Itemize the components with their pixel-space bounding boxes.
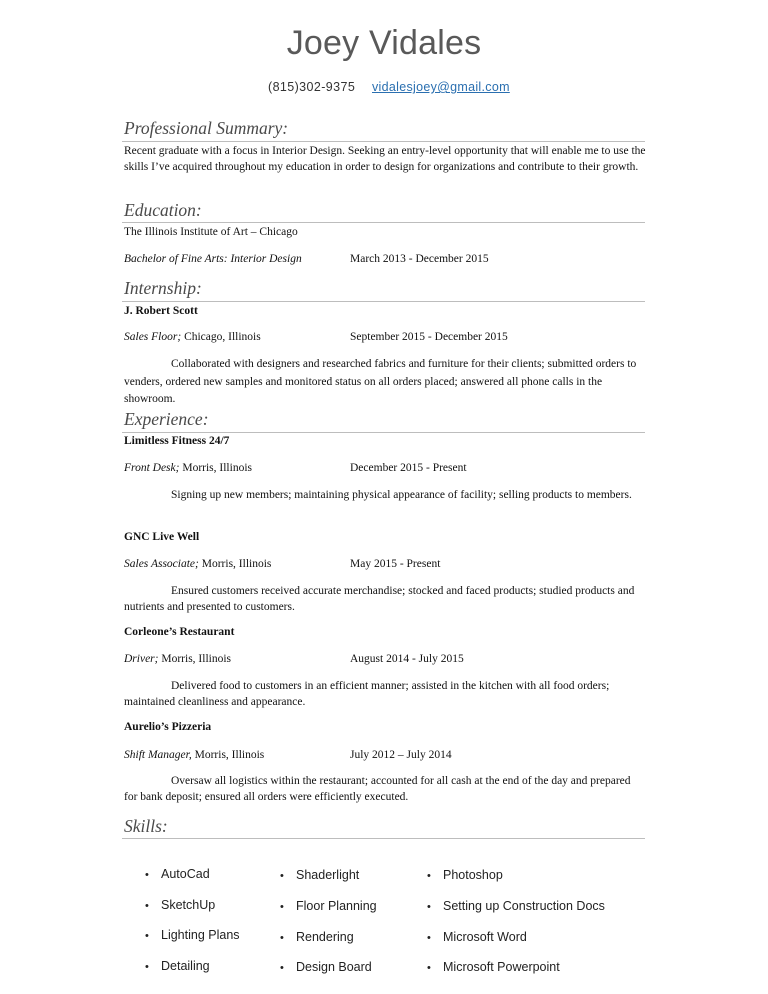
internship-heading: Internship:	[124, 278, 202, 298]
job-dates: December 2015 - Present	[350, 462, 467, 474]
job-company: Limitless Fitness 24/7	[124, 435, 230, 447]
skill-label: Design Board	[296, 960, 372, 974]
bullet-icon: •	[280, 932, 284, 944]
job-role-line	[124, 651, 231, 667]
phone-number: (815)302-9375	[268, 80, 356, 94]
summary-text: Recent graduate with a focus in Interior Design. Seeking an entry-level opportunity that will enable me to use the skills I’ve acquired throughout my education in order to design for organizations and contribute to their growth.	[124, 145, 646, 173]
skill-label: Photoshop	[443, 868, 503, 882]
skill-item	[280, 930, 354, 944]
skill-item	[145, 867, 210, 881]
skill-label: Microsoft Powerpoint	[443, 960, 560, 974]
job-location: Morris, Illinois	[158, 653, 232, 665]
bullet-icon: •	[145, 961, 149, 973]
skill-label: Microsoft Word	[443, 930, 527, 944]
job-dates: July 2012 – July 2014	[350, 749, 452, 761]
skill-label: AutoCad	[161, 867, 210, 881]
job-description: Oversaw all logistics within the restaurant; accounted for all cash at the end of the day and prepared for bank deposit; ensured all orders were efficiently executed.	[124, 775, 631, 803]
skill-item	[427, 930, 527, 944]
job-description-block	[124, 487, 646, 503]
bullet-icon: •	[280, 901, 284, 913]
skill-item	[280, 868, 359, 882]
skill-label: SketchUp	[161, 898, 216, 912]
education-school: The Illinois Institute of Art – Chicago	[124, 226, 298, 238]
summary-heading: Professional Summary:	[124, 118, 289, 138]
internship-location: Chicago, Illinois	[181, 331, 261, 343]
summary-divider	[122, 141, 645, 142]
skill-item	[280, 960, 372, 974]
internship-description: Collaborated with designers and researched fabrics and furniture for their clients; submitted orders to venders, ordered new samples and monitored status on all orders placed; answered all phone calls in the showroom.	[124, 358, 637, 405]
skill-item	[145, 928, 240, 942]
skill-label: Shaderlight	[296, 868, 360, 882]
resume-name: Joey Vidales	[286, 24, 482, 62]
skill-item	[280, 899, 377, 913]
job-description: Signing up new members; maintaining physical appearance of facility; selling products to members.	[171, 489, 632, 501]
internship-role-line	[124, 329, 261, 345]
job-description-block	[124, 773, 646, 805]
job-role-line	[124, 460, 252, 476]
job-role: Sales Associate;	[124, 558, 199, 570]
skill-item	[427, 899, 605, 913]
skill-item	[145, 898, 215, 912]
skill-label: Setting up Construction Docs	[443, 899, 605, 913]
job-description-block	[124, 583, 646, 615]
skill-label: Rendering	[296, 930, 354, 944]
skill-label: Floor Planning	[296, 899, 377, 913]
job-company: GNC Live Well	[124, 531, 200, 543]
email-link[interactable]: vidalesjoey@gmail.com	[372, 80, 510, 94]
job-dates: August 2014 - July 2015	[350, 653, 464, 665]
skill-item	[427, 960, 560, 974]
education-divider	[122, 222, 645, 223]
bullet-icon: •	[145, 900, 149, 912]
bullet-icon: •	[145, 869, 149, 881]
education-heading: Education:	[124, 200, 202, 220]
internship-divider	[122, 301, 645, 302]
bullet-icon: •	[280, 962, 284, 974]
internship-dates: September 2015 - December 2015	[350, 331, 508, 343]
bullet-icon: •	[427, 962, 431, 974]
job-role-line	[124, 747, 264, 763]
skill-label: Detailing	[161, 959, 210, 973]
skill-label: Lighting Plans	[161, 928, 240, 942]
job-role: Shift Manager,	[124, 749, 192, 761]
job-location: Morris, Illinois	[198, 558, 272, 570]
bullet-icon: •	[427, 901, 431, 913]
job-role-line	[124, 556, 271, 572]
education-degree: Bachelor of Fine Arts: Interior Design	[124, 253, 302, 265]
job-dates: May 2015 - Present	[350, 558, 441, 570]
internship-company: J. Robert Scott	[124, 305, 198, 317]
skills-divider	[122, 838, 645, 839]
skill-item	[145, 959, 210, 973]
job-location: Morris, Illinois	[179, 462, 252, 474]
job-role: Driver;	[124, 653, 159, 665]
skills-heading: Skills:	[124, 816, 168, 836]
job-location: Morris, Illinois	[191, 749, 265, 761]
job-description: Ensured customers received accurate merchandise; stocked and faced products; studied products and nutrients and presented to customers.	[124, 585, 635, 613]
bullet-icon: •	[280, 870, 284, 882]
internship-description-block	[124, 356, 646, 409]
internship-role: Sales Floor;	[124, 331, 182, 343]
bullet-icon: •	[427, 932, 431, 944]
job-role: Front Desk;	[124, 462, 180, 474]
bullet-icon: •	[145, 930, 149, 942]
education-dates: March 2013 - December 2015	[350, 253, 489, 265]
job-description: Delivered food to customers in an efficient manner; assisted in the kitchen with all food orders; maintained cleanliness and appearance.	[124, 680, 610, 708]
bullet-icon: •	[427, 870, 431, 882]
skill-item	[427, 868, 503, 882]
job-description-block	[124, 678, 646, 710]
experience-heading: Experience:	[124, 409, 209, 429]
job-company: Aurelio’s Pizzeria	[124, 721, 212, 733]
job-company: Corleone’s Restaurant	[124, 626, 235, 638]
